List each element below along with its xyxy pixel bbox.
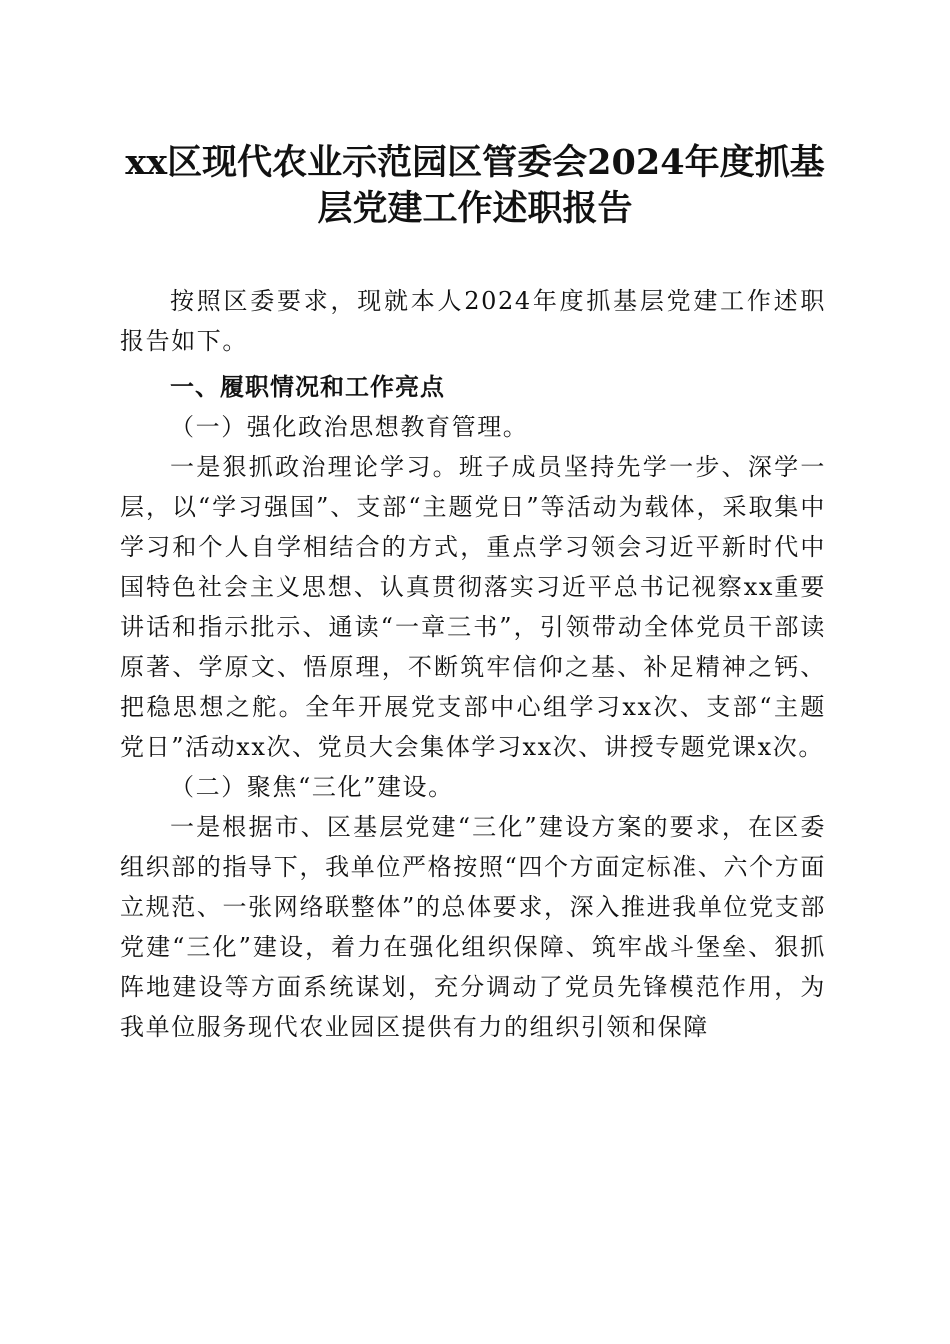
title-line-2: 层党建工作述职报告 [317, 188, 633, 229]
section-heading-1: 一、履职情况和工作亮点 [170, 373, 445, 401]
intro-paragraph: 按照区委要求，现就本人2024年度抓基层党建工作述职报告如下。 [120, 287, 826, 355]
title-line-1: xx区现代农业示范园区管委会2024年度抓基 [125, 142, 825, 183]
subsection-heading-2: （二）聚焦“三化”建设。 [170, 773, 454, 801]
document-body [120, 281, 826, 1047]
subsection-heading-1: （一）强化政治思想教育管理。 [170, 413, 529, 441]
subsection-2-paragraph: 一是根据市、区基层党建“三化”建设方案的要求，在区委组织部的指导下，我单位严格按照“四个方面定标准、六个方面立规范、一张网络联整体”的总体要求，深入推进我单位党支部党建“三化”建设，着力在强化组织保障、筑牢战斗堡垒、狠抓阵地建设等方面系统谋划，充分调动了党员先锋模范作用，为我单位服务现代农业园区提供有力的组织引领和保障 [120, 813, 826, 1041]
document-title [100, 140, 850, 232]
subsection-1-paragraph: 一是狠抓政治理论学习。班子成员坚持先学一步、深学一层，以“学习强国”、支部“主题党日”等活动为载体，采取集中学习和个人自学相结合的方式，重点学习领会习近平新时代中国特色社会主义思想、认真贯彻落实习近平总书记视察xx重要讲话和指示批示、通读“一章三书”，引领带动全体党员干部读原著、学原文、悟原理，不断筑牢信仰之基、补足精神之钙、把稳思想之舵。全年开展党支部中心组学习xx次、支部“主题党日”活动xx次、党员大会集体学习xx次、讲授专题党课x次。 [120, 453, 826, 761]
